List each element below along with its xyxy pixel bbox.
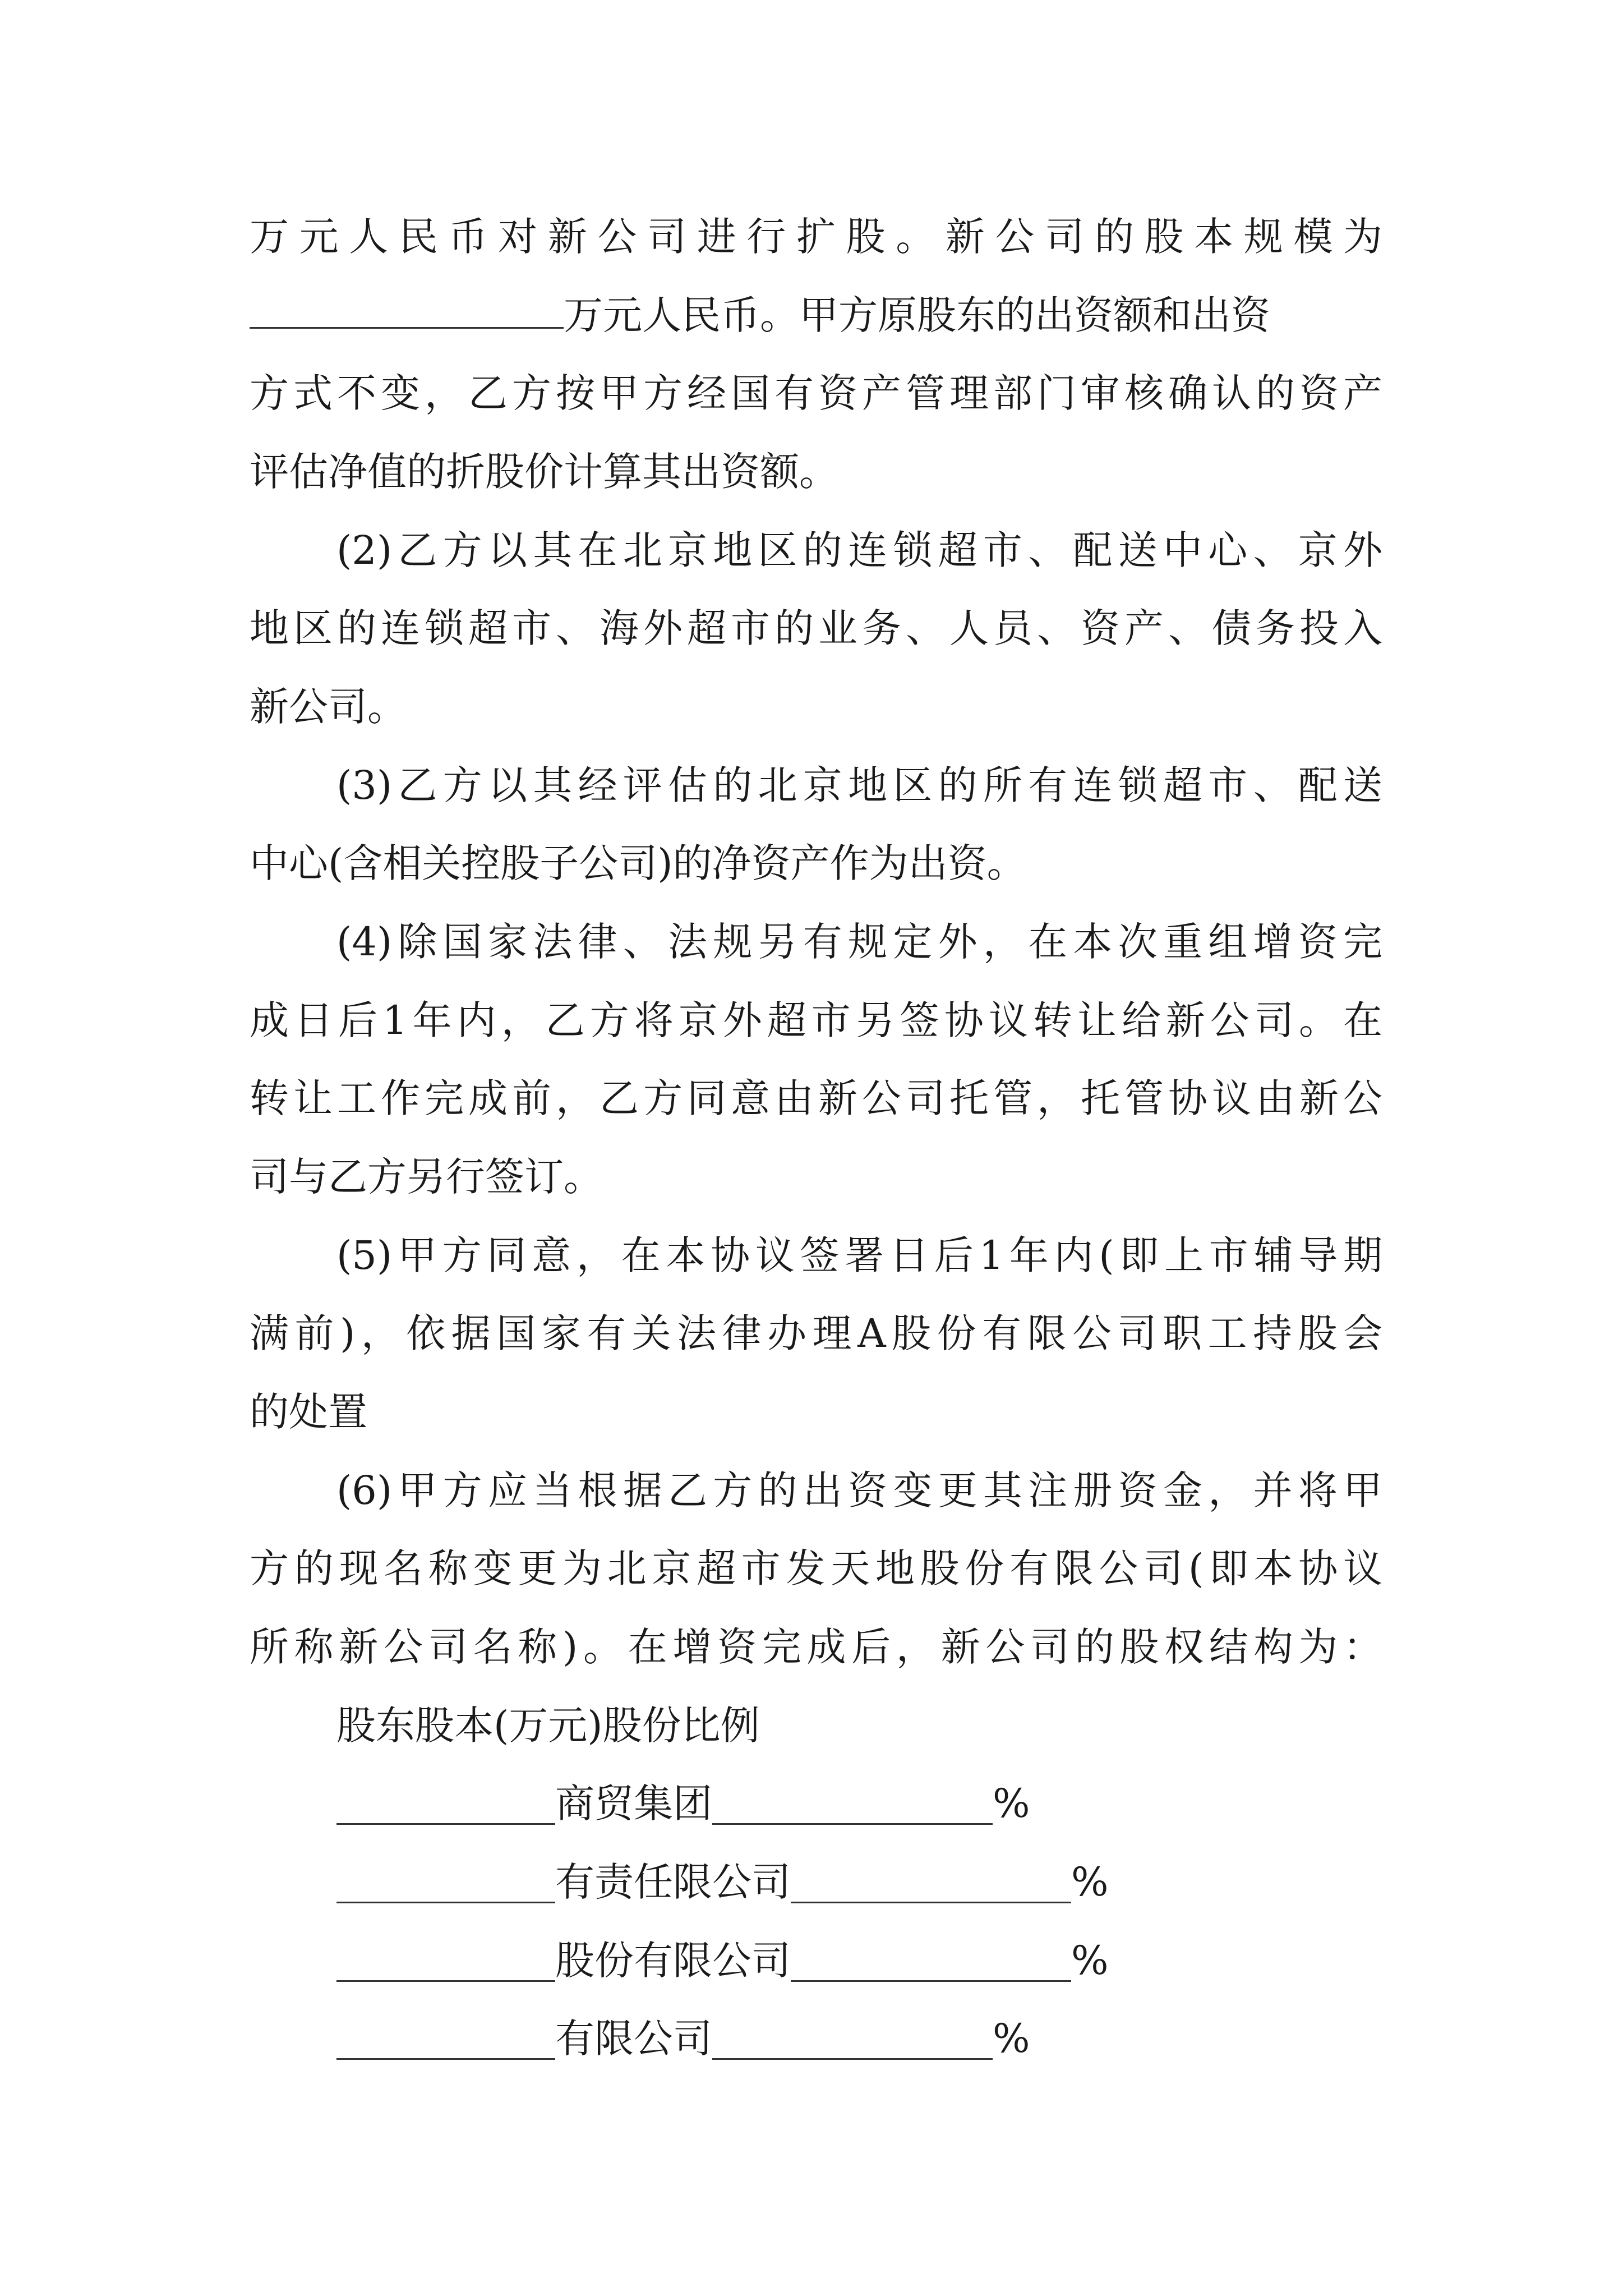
shareholder-name: 有限公司 [555, 2016, 712, 2062]
shareholding-row [336, 1855, 1109, 1909]
paragraph-1-line-1: 万元人民币对新公司进行扩股。新公司的股本规模为 [250, 214, 1382, 260]
blank-underline [336, 1865, 555, 1903]
percent-sign: % [1071, 1938, 1109, 1984]
blank-underline [336, 1786, 555, 1825]
shareholder-name: 商贸集团 [555, 1780, 712, 1826]
paragraph-2-line-1: (2)乙方以其在北京地区的连锁超市、配送中心、京外 [336, 527, 1382, 573]
shareholder-name: 有责任限公司 [555, 1859, 791, 1905]
shareholding-row [336, 2012, 1030, 2065]
paragraph-6-line-1: (6)甲方应当根据乙方的出资变更其注册资金，并将甲 [336, 1467, 1382, 1513]
shareholding-table-header: 股东股本(万元)股份比例 [336, 1703, 760, 1749]
paragraph-5-line-2: 满前)，依据国家有关法律办理A股份有限公司职工持股会 [250, 1310, 1382, 1356]
paragraph-4-line-1: (4)除国家法律、法规另有规定外，在本次重组增资完 [336, 919, 1382, 965]
blank-underline [712, 2021, 993, 2060]
blank-underline [712, 1786, 993, 1825]
shareholding-row [336, 1934, 1109, 1987]
percent-sign: % [993, 2016, 1030, 2062]
paragraph-1-line-2-text: 万元人民币。甲方原股东的出资额和出资 [564, 292, 1270, 338]
paragraph-6-line-2: 方的现名称变更为北京超市发天地股份有限公司(即本协议 [250, 1545, 1382, 1591]
paragraph-5-line-1: (5)甲方同意，在本协议签署日后1年内(即上市辅导期 [336, 1232, 1382, 1278]
paragraph-3-line-1: (3)乙方以其经评估的北京地区的所有连锁超市、配送 [336, 762, 1382, 808]
paragraph-1-line-2 [250, 288, 1270, 342]
paragraph-3-line-2: 中心(含相关控股子公司)的净资产作为出资。 [250, 840, 1026, 886]
paragraph-1-line-4: 评估净值的折股价计算其出资额。 [250, 449, 838, 495]
paragraph-2-line-2: 地区的连锁超市、海外超市的业务、人员、资产、债务投入 [250, 605, 1382, 651]
blank-underline [336, 2021, 555, 2060]
blank-underline [336, 1943, 555, 1982]
paragraph-1-line-3: 方式不变，乙方按甲方经国有资产管理部门审核确认的资产 [250, 370, 1382, 416]
shareholding-row [336, 1777, 1030, 1830]
paragraph-4-line-3: 转让工作完成前，乙方同意由新公司托管，托管协议由新公 [250, 1075, 1382, 1121]
blank-underline [791, 1943, 1071, 1982]
percent-sign: % [1071, 1859, 1109, 1905]
paragraph-4-line-4: 司与乙方另行签订。 [250, 1154, 603, 1200]
paragraph-5-line-3: 的处置 [250, 1389, 367, 1435]
shareholder-name: 股份有限公司 [555, 1938, 791, 1984]
paragraph-6-line-3: 所称新公司名称)。在增资完成后，新公司的股权结构为： [250, 1624, 1382, 1670]
paragraph-4-line-2: 成日后1年内，乙方将京外超市另签协议转让给新公司。在 [250, 997, 1382, 1043]
blank-underline [791, 1865, 1071, 1903]
blank-underline [250, 290, 564, 329]
percent-sign: % [993, 1780, 1030, 1826]
paragraph-2-line-3: 新公司。 [250, 684, 407, 730]
